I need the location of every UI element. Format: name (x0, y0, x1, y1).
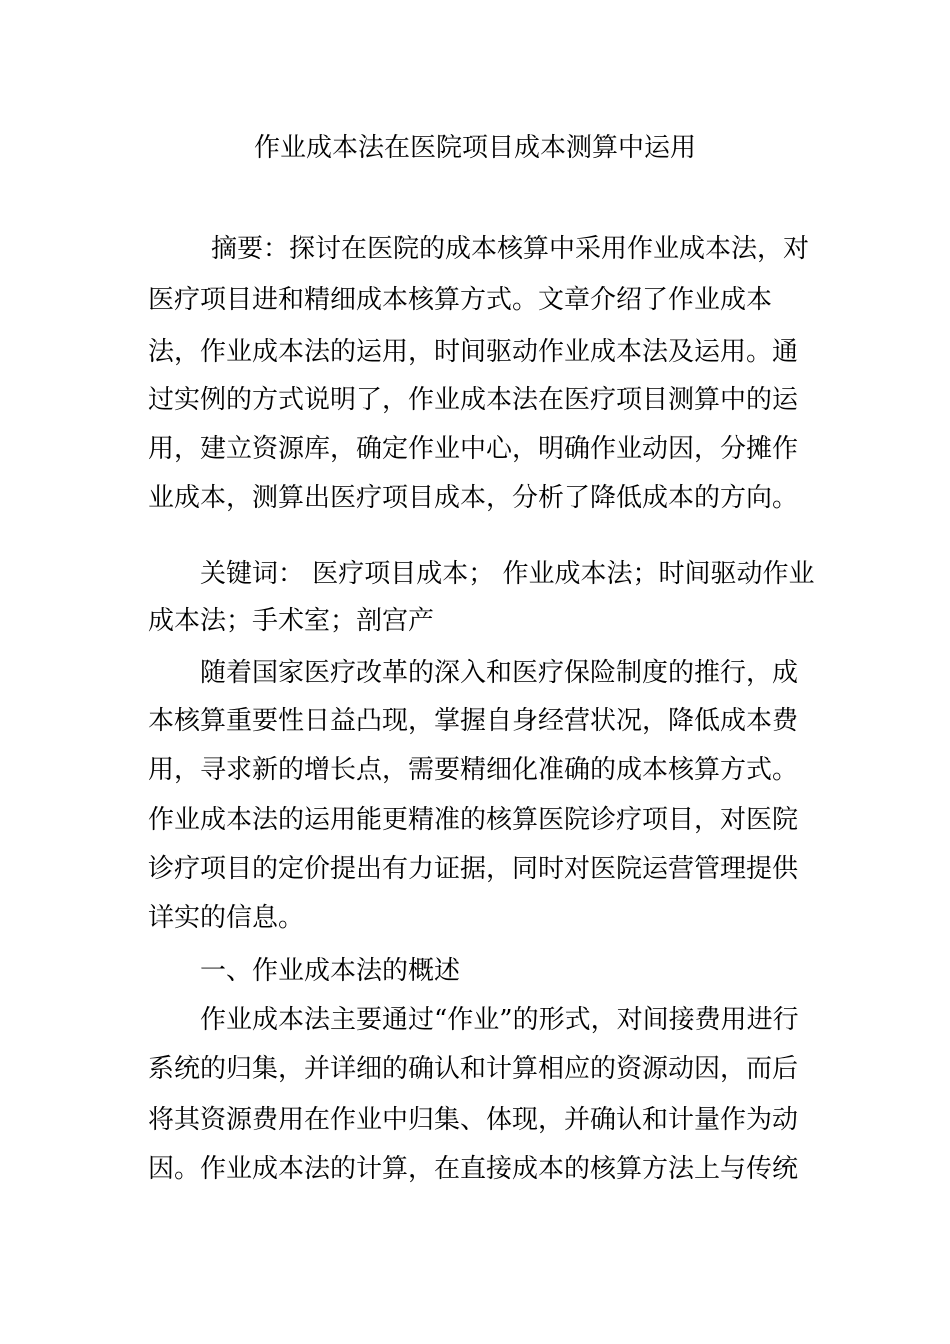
body-line: 因。作业成本法的计算，在直接成本的核算方法上与传统 (148, 1154, 799, 1184)
abstract-line: 摘要：探讨在医院的成本核算中采用作业成本法，对 (211, 234, 810, 264)
page-title: 作业成本法在医院项目成本测算中运用 (253, 133, 696, 163)
abstract-line: 医疗项目进和精细成本核算方式。文章介绍了作业成本 (148, 285, 773, 315)
body-line: 本核算重要性日益凸现，掌握自身经营状况，降低成本费 (148, 706, 799, 736)
body-line: 详实的信息。 (148, 903, 305, 933)
body-line: 作业成本法的运用能更精准的核算医院诊疗项目，对医院 (148, 805, 799, 835)
body-line: 随着国家医疗改革的深入和医疗保险制度的推行，成 (200, 658, 799, 688)
keywords-line: 成本法；手术室；剖宫产 (148, 606, 435, 636)
abstract-line: 业成本，测算出医疗项目成本，分析了降低成本的方向。 (148, 483, 799, 513)
keywords-line: 关键词： 医疗项目成本； 作业成本法；时间驱动作业 (200, 559, 815, 589)
body-line: 将其资源费用在作业中归集、体现，并确认和计量作为动 (148, 1105, 799, 1135)
section-heading: 一、作业成本法的概述 (200, 956, 461, 986)
body-line: 诊疗项目的定价提出有力证据，同时对医院运营管理提供 (148, 854, 799, 884)
abstract-line: 法，作业成本法的运用，时间驱动作业成本法及运用。通 (148, 337, 799, 367)
abstract-line: 用，建立资源库，确定作业中心，明确作业动因，分摊作 (148, 434, 799, 464)
body-line: 系统的归集，并详细的确认和计算相应的资源动因，而后 (148, 1054, 799, 1084)
body-line: 用，寻求新的增长点，需要精细化准确的成本核算方式。 (148, 755, 799, 785)
body-line: 作业成本法主要通过“作业”的形式，对间接费用进行 (200, 1005, 799, 1035)
abstract-line: 过实例的方式说明了，作业成本法在医疗项目测算中的运 (148, 385, 799, 415)
